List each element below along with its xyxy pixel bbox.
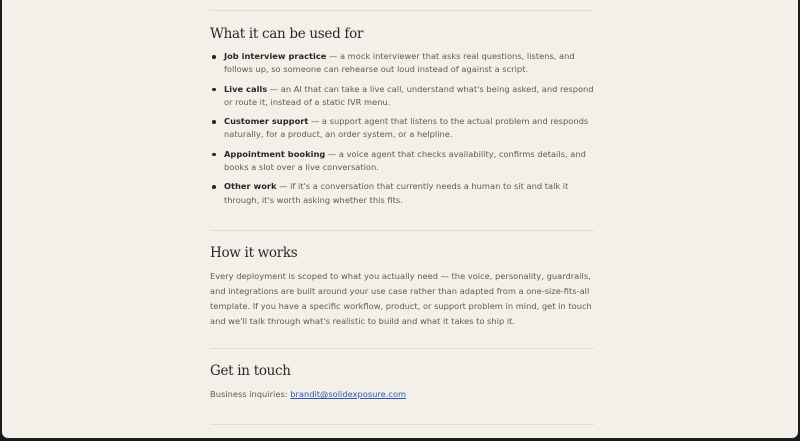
divider-uses-how (210, 230, 594, 231)
list-item (210, 50, 594, 77)
email-link[interactable]: brandit@solidexposure.com (290, 389, 407, 399)
list-item-title: Other work (224, 181, 277, 192)
bullet-icon (212, 55, 216, 59)
divider-bottom (210, 424, 594, 425)
bullet-icon (212, 88, 216, 92)
list-item (210, 180, 594, 207)
list-item-text: — if it's a conversation that currently needs a human to sit and talk it through, it's worth asking whether this fits. (224, 181, 569, 205)
list-item-text: — a support agent that listens to the actual problem and responds naturally, for a product, an order system, or a helpline. (224, 116, 589, 140)
bullet-icon (212, 120, 216, 124)
bullet-icon (212, 153, 216, 157)
list-item-title: Job interview practice (224, 51, 327, 61)
list-item-text: — an AI that can take a live call, understand what's being asked, and respond or route it, instead of a static IVR menu. (224, 83, 594, 107)
bullet-icon (212, 185, 216, 189)
uses-list (210, 50, 594, 213)
divider-how-contact (210, 348, 594, 349)
contact-heading: Get in touch (210, 363, 291, 379)
list-item-text: — a voice agent that checks availability, confirms details, and books a slot over a live conversation. (224, 148, 586, 173)
divider-top (210, 10, 594, 11)
how-heading: How it works (210, 245, 298, 261)
page (2, 0, 798, 438)
list-item (210, 115, 594, 142)
how-body: Every deployment is scoped to what you actually need — the voice, personality, guardrails, and integrations are built around your use case rather than adapted from a one-size-fits-all template. If you have a specific workflow, product, or support problem in mind, get in touch and we'll talk through what's realistic to build and what it takes to ship it. (210, 271, 592, 326)
list-item-title: Customer support (224, 116, 309, 127)
uses-heading: What it can be used for (210, 26, 364, 42)
contact-line (210, 387, 594, 402)
list-item (210, 83, 594, 110)
list-item-title: Live calls (224, 83, 268, 94)
list-item-text: — a mock interviewer that asks real questions, listens, and follows up, so someone can rehearse out loud instead of against a script. (224, 51, 575, 75)
list-item (210, 148, 594, 175)
list-item-title: Appointment booking (224, 148, 326, 159)
contact-label: Business inquiries: (210, 389, 291, 399)
